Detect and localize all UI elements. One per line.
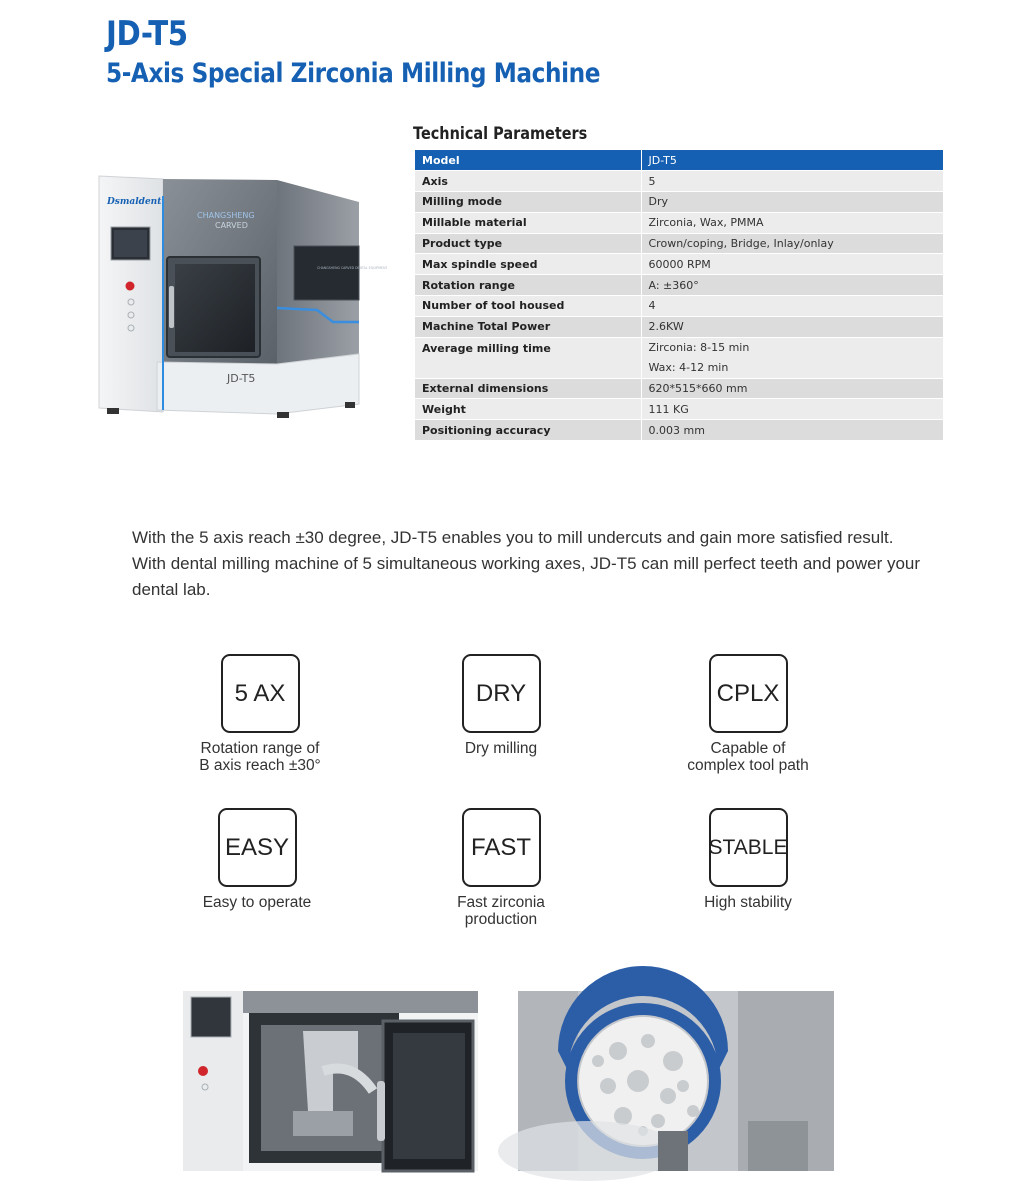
- feature-fast-production: [401, 808, 601, 928]
- param-value: JD-T5: [641, 150, 943, 171]
- param-key: Milling mode: [415, 192, 641, 213]
- param-value: 60000 RPM: [641, 254, 943, 275]
- product-title: JD-T5: [106, 14, 188, 54]
- param-value-line: Wax: 4-12 min: [648, 360, 729, 374]
- feature-label: Dry milling: [464, 740, 538, 757]
- param-value: 111 KG: [641, 399, 943, 420]
- table-row: [415, 378, 943, 399]
- five-axis-icon: 5 AX: [221, 654, 300, 733]
- machine-illustration: [97, 176, 388, 418]
- param-value: Zirconia, Wax, PMMA: [641, 212, 943, 233]
- feature-label: Easy to operate: [202, 894, 312, 911]
- emergency-stop-button: [126, 282, 135, 291]
- table-row: [415, 337, 943, 378]
- machine-open-door-photo: [183, 991, 478, 1171]
- feature-easy-operate: [157, 808, 357, 911]
- feature-five-axis: [160, 654, 360, 774]
- technical-parameters-table: [415, 150, 943, 441]
- feature-complex-path: [648, 654, 848, 774]
- param-key: Positioning accuracy: [415, 420, 641, 441]
- product-description: With the 5 axis reach ±30 degree, JD-T5 enables you to mill undercuts and gain more satisfied result. With dental milling machine of 5 simultaneous working axes, JD-T5 can mill perfect teeth and power your dental lab.: [132, 528, 921, 599]
- param-key: Product type: [415, 233, 641, 254]
- table-row: [415, 275, 943, 296]
- table-row: [415, 171, 943, 192]
- param-value: A: ±360°: [641, 275, 943, 296]
- param-key: Number of tool housed: [415, 296, 641, 317]
- table-row: [415, 399, 943, 420]
- brand-badge: Dsmaldent: [107, 197, 162, 207]
- complex-path-icon: CPLX: [709, 654, 788, 733]
- param-key: Axis: [415, 171, 641, 192]
- feature-label: Rotation range of B axis reach ±30°: [199, 740, 321, 774]
- zirconia-disc-milling-photo: [518, 991, 834, 1171]
- panel-logo-line2: CARVED: [215, 221, 248, 230]
- param-value-line: Zirconia: 8-15 min: [648, 340, 750, 354]
- param-value: 4: [641, 296, 943, 317]
- param-key: Rotation range: [415, 275, 641, 296]
- param-key: Model: [415, 150, 641, 171]
- param-key: External dimensions: [415, 378, 641, 399]
- param-value: Dry: [641, 192, 943, 213]
- param-key: Machine Total Power: [415, 316, 641, 337]
- table-row: [415, 420, 943, 441]
- param-value: 2.6KW: [641, 316, 943, 337]
- dry-milling-icon: DRY: [462, 654, 541, 733]
- param-value: Crown/coping, Bridge, Inlay/onlay: [641, 233, 943, 254]
- param-value: [641, 337, 943, 378]
- table-row: [415, 254, 943, 275]
- feature-dry-milling: [401, 654, 601, 757]
- param-value: 0.003 mm: [641, 420, 943, 441]
- feature-stability: [648, 808, 848, 911]
- technical-parameters-heading: Technical Parameters: [413, 124, 588, 144]
- feature-label: High stability: [704, 894, 792, 911]
- easy-operate-icon: EASY: [218, 808, 297, 887]
- side-window-text: CHANGSHENG CARVED DENTAL EQUIPMENT: [317, 266, 388, 270]
- table-row: [415, 212, 943, 233]
- machine-model-label: JD-T5: [227, 372, 256, 385]
- param-value: 5: [641, 171, 943, 192]
- feature-label: Fast zirconia production: [457, 894, 545, 928]
- panel-logo-line1: CHANGSHENG: [197, 211, 255, 220]
- product-subtitle: 5-Axis Special Zirconia Milling Machine: [106, 58, 601, 89]
- param-key: Max spindle speed: [415, 254, 641, 275]
- param-key: Average milling time: [415, 337, 641, 378]
- stability-icon: STABLE: [709, 808, 788, 887]
- param-key: Millable material: [415, 212, 641, 233]
- table-row: [415, 233, 943, 254]
- feature-label: Capable of complex tool path: [687, 740, 809, 774]
- param-value: 620*515*660 mm: [641, 378, 943, 399]
- fast-production-icon: FAST: [462, 808, 541, 887]
- param-key: Weight: [415, 399, 641, 420]
- table-row: [415, 192, 943, 213]
- table-row: [415, 296, 943, 317]
- table-header-row: [415, 150, 943, 171]
- table-row: [415, 316, 943, 337]
